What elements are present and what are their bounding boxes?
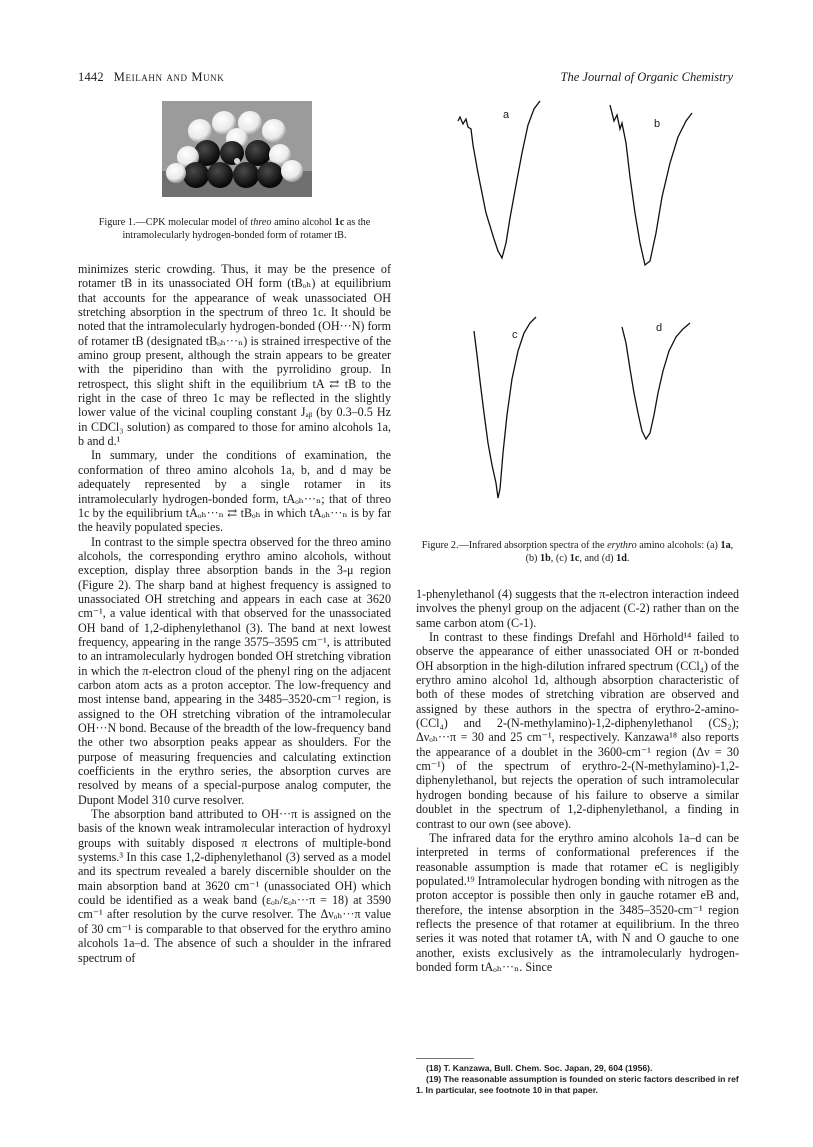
left-column (78, 262, 391, 965)
figure2-caption-part: , (c) (550, 552, 570, 564)
spectrum-a-curve (458, 101, 540, 258)
figure2-label: Figure 2. (421, 540, 459, 551)
figure1-caption (78, 217, 391, 242)
figure1-caption-part: as the intramolecularly hydrogen-bonded form of rotamer tB. (122, 217, 371, 241)
figure1-caption-part: amino alcohol (271, 217, 335, 228)
figure1-caption-bold: 1c (334, 217, 345, 228)
figure2-caption-bold: 1c (569, 552, 580, 564)
figure2-caption-bold: 1d (616, 552, 627, 564)
paragraph: minimizes steric crowding. Thus, it may be the presence of rotamer tB in its unassociated OH form (tBₒₕ) at equilibrium that accounts for the appearance of weak unassociated OH stretching absorption in the spectrum of threo 1c. It should be noted that the intramolecularly hydrogen-bonded (OH···N) form of rotamer tB (designated tBₒₕ···ₙ) is strained irrespective of the amino group present, although the strain appears to be greater with the piperidino than with the pyrrolidino group. In retrospect, this slight shift in the equilibrium tA ⇄ tB to the right in the case of threo 1c may be reflected in the slightly lower value of the vicinal coupling constant Jₐᵦ (by 0.3–0.5 Hz in CDCl₃ solution) as compared to those for amino alcohols 1a, b and d.¹ (78, 262, 391, 449)
figure2-caption-bold: 1a (720, 540, 731, 551)
panel-label-c: c (512, 329, 518, 341)
paragraph: The infrared data for the erythro amino alcohols 1a–d can be interpreted in terms of conformational preferences if the reasonable assumption is made that rotamer eC is negligibly populated.¹⁹ Intramolecular hydrogen bonding with nitrogen as the proton acceptor is possible then only in gauche rotamer eB and, therefore, the intense absorption in the 3485–3520-cm⁻¹ region reflects the presence of that rotamer at equilibrium. In the threo series it was noted that rotamer tA, with N and O gauche to one another, exists exclusively as the intramolecularly hydrogen-bonded form tAₒₕ···ₙ. Since (416, 830, 739, 974)
figure2-caption-part: , and (d) (579, 552, 617, 564)
panel-label-a: a (503, 109, 510, 121)
panel-label-b: b (654, 118, 661, 130)
paragraph: 1-phenylethanol (4) suggests that the π-electron interaction indeed involves the phenyl group on the adjacent (C-2) rather than on the same carbon atom (C-1). (416, 587, 739, 630)
figure2-spectra (440, 93, 740, 505)
footnote-18: (18) T. Kanzawa, Bull. Chem. Soc. Japan, 29, 604 (1956). (426, 1063, 653, 1073)
authors: Meilahn and Munk (113, 70, 225, 84)
running-header-left (78, 70, 224, 85)
paragraph: In contrast to these findings Drefahl and Hörhold¹⁴ failed to observe the appearance of either unassociated OH or π-bonded OH absorption in the high-dilution infrared spectrum (CCl₄) of the erythro amino alcohol 1d, although absorption characteristic of both of these modes of stretching vibration are observed and assigned by these authors in the spectra of erythro-2-amino- (CCl₄) and 2-(N-methylamino)-1,2-diphenylethanol (CS₂); Δνₒₕ···π = 30 and 25 cm⁻¹, respectively. Kanzawa¹⁸ also reports the appearance of a doublet in the 3600-cm⁻¹ region (Δν = 30 cm⁻¹) of the spectrum of erythro-2-(N-methylamino)-1,2-diphenylethanol, but rejects the operation of such intramolecular hydrogen bonding because of his failure to observe a similar doublet in the spectrum of 1,2-diphenylethanol, a finding in contrast to our own (see above). (416, 630, 739, 831)
figure2-caption-part: . (626, 552, 630, 564)
figure1-caption-italic: threo (250, 217, 272, 228)
figure1-caption-part: —CPK molecular model of (135, 217, 251, 228)
figure2-caption (416, 540, 739, 565)
figure2-caption-part: amino alcohols: (a) (636, 540, 721, 551)
paragraph: In summary, under the conditions of examination, the conformation of threo amino alcohols 1a, b, and d may be adequately represented by a single rotamer in its intramolecularly hydrogen-bonded form, tAₒₕ···ₙ; that of threo 1c by the equilibrium tAₒₕ···ₙ ⇄ tBₒₕ in which tAₒₕ···ₙ is by far the heavily populated species. (78, 448, 391, 535)
figure2-caption-bold: 1b (540, 552, 551, 564)
footnote-19: (19) The reasonable assumption is founded on steric factors described in ref 1. In particular, see footnote 10 in that paper. (416, 1074, 739, 1095)
spectrum-b-curve (610, 105, 692, 265)
panel-label-d: d (656, 322, 663, 334)
footnote-rule (416, 1058, 474, 1059)
paragraph: The absorption band attributed to OH···π is assigned on the basis of the known weak intramolecular interaction of hydroxyl groups with suitably disposed π electrons of multiple-bond systems.³ In this case 1,2-diphenylethanol (3) served as a model and its spectrum revealed a barely discernible shoulder on the main absorption band at 3620 cm⁻¹ (unassociated OH) which could be identified as a weak band (εₒₕ/εₒₕ···π = 18) at 3590 cm⁻¹ after resolution by the curve resolver. The Δνₒₕ···π value of 30 cm⁻¹ is comparable to that observed for the erythro amino alcohols 1a–d. The absence of such a shoulder in the infrared spectrum of (78, 807, 391, 965)
figure2-caption-part: —Infrared absorption spectra of the (458, 540, 608, 551)
page-number: 1442 (78, 70, 104, 84)
cpk-model-photo (162, 101, 312, 197)
right-column (416, 587, 739, 974)
spectrum-c-curve (474, 317, 536, 498)
footnotes (416, 1063, 739, 1096)
figure1-label: Figure 1. (98, 217, 136, 228)
figure2-caption-part: , (b) (525, 540, 734, 564)
figure2-caption-italic: erythro (607, 540, 637, 551)
spectrum-d-curve (622, 323, 690, 439)
paragraph: In contrast to the simple spectra observed for the threo amino alcohols, the corresponding erythro amino alcohols, without exception, display three absorption bands in the 3-μ region (Figure 2). The sharp band at highest frequency is assigned to unassociated OH stretching and appears in each case at 3620 cm⁻¹, a value identical with that observed for the unassociated OH band of 1,2-diphenylethanol (3). The band at next lowest frequency, appearing in the range 3575–3595 cm⁻¹, is attributed to an intramolecularly hydrogen bonded OH stretching vibration in which the π-electron cloud of the phenyl ring on the adjacent carbon atom acts as a proton acceptor. The low-frequency and most intense band, appearing in the 3485–3520-cm⁻¹ region, is assigned to the OH stretching vibration of the intramolecular OH···N bond. Because of the breadth of the low-frequency band the other two absorption peaks appear as shoulders. For the purpose of measuring frequencies and calculating extinction coefficients in the erythro series, the absorption curves are resolved by means of a special-purpose analog computer, the Dupont Model 310 curve resolver. (78, 534, 391, 807)
journal-title: The Journal of Organic Chemistry (560, 70, 733, 84)
